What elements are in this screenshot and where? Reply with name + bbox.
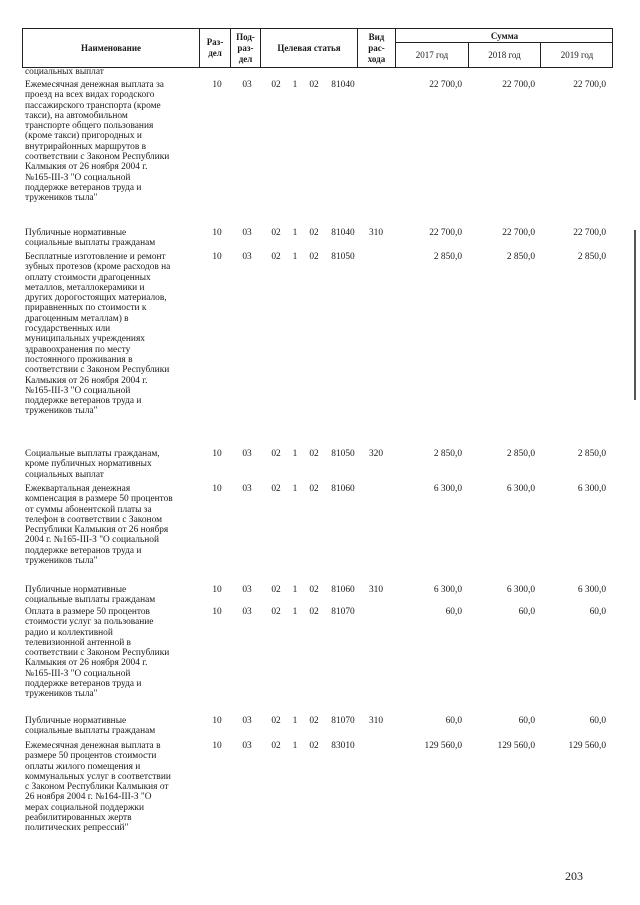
row-name: социальных выплат	[25, 67, 104, 77]
row-vid: 310	[368, 585, 384, 595]
row-sum-2019: 2 850,0	[577, 252, 606, 262]
row-razdel: 10	[212, 80, 222, 90]
row-sum-2018: 2 850,0	[506, 252, 535, 262]
row-razdel: 10	[212, 252, 222, 262]
row-podrazdel: 03	[242, 449, 252, 459]
row-target-part3: 02	[309, 585, 319, 595]
row-vid: 320	[368, 449, 384, 459]
row-target-part2: 1	[292, 607, 298, 617]
table-header	[22, 28, 613, 68]
header-name: Наименование	[23, 29, 200, 67]
row-sum-2017: 129 560,0	[424, 741, 462, 751]
row-target-part4: 81060	[331, 484, 355, 494]
row-target-part1: 02	[271, 80, 281, 90]
row-sum-2018: 6 300,0	[506, 484, 535, 494]
row-sum-2017: 22 700,0	[429, 80, 462, 90]
header-year-2017: 2017 год	[396, 42, 469, 68]
row-sum-2017: 6 300,0	[433, 585, 462, 595]
header-sum: Сумма	[396, 29, 613, 43]
row-podrazdel: 03	[242, 484, 252, 494]
row-target-part3: 02	[309, 228, 319, 238]
row-target-part4: 81070	[331, 716, 355, 726]
row-sum-2017: 6 300,0	[433, 484, 462, 494]
header-year-2019: 2019 год	[560, 50, 594, 60]
row-podrazdel: 03	[242, 80, 252, 90]
row-name: Оплата в размере 50 процентов стоимости услуг за пользование радио и коллективной телевизионной антенной в соответствии с Законом Республики Калмыкия от 26 ноября 2004 г. №165-III-З "О социальной поддержке ветеранов труда и тружеников тыла"	[25, 607, 170, 700]
row-sum-2019: 60,0	[589, 716, 606, 726]
row-podrazdel: 03	[242, 741, 252, 751]
row-name: Ежемесячная денежная выплата за проезд на всех видах городского пассажирского транспорта (кроме такси), на автомобильном транспорте общего пользования (кроме такси) пригородных и внутрирайонных маршрутов в соответствии с Законом Республики Калмыкия от 26 ноября 2004 г. №165-III-З "О социальной поддержке ветеранов труда и тружеников тыла"	[25, 80, 170, 204]
row-target-part4: 81070	[331, 607, 355, 617]
row-sum-2018: 60,0	[518, 716, 535, 726]
row-vid: 310	[368, 228, 384, 238]
row-sum-2019: 6 300,0	[577, 585, 606, 595]
page-number: 203	[565, 869, 583, 883]
header-razdel: Раз- дел	[200, 29, 231, 67]
row-podrazdel: 03	[242, 252, 252, 262]
row-sum-2019: 6 300,0	[577, 484, 606, 494]
row-sum-2017: 2 850,0	[433, 449, 462, 459]
row-target-part1: 02	[271, 449, 281, 459]
row-name: Публичные нормативные социальные выплаты гражданам	[25, 716, 156, 737]
row-vid: 310	[368, 716, 384, 726]
row-target-part3: 02	[309, 484, 319, 494]
row-target-part2: 1	[292, 484, 298, 494]
row-razdel: 10	[212, 607, 222, 617]
row-target-part3: 02	[309, 741, 319, 751]
row-target-part1: 02	[271, 607, 281, 617]
row-target-part3: 02	[309, 252, 319, 262]
row-target-part3: 02	[309, 716, 319, 726]
row-razdel: 10	[212, 228, 222, 238]
row-target-part1: 02	[271, 585, 281, 595]
row-target-part2: 1	[292, 585, 298, 595]
row-sum-2019: 129 560,0	[568, 741, 606, 751]
row-razdel: 10	[212, 585, 222, 595]
row-target-part4: 81060	[331, 585, 355, 595]
header-vid: Вид рас- хода	[358, 29, 396, 67]
row-sum-2017: 60,0	[445, 607, 462, 617]
row-name: Ежеквартальная денежная компенсация в размере 50 процентов от суммы абонентской платы за телефон в соответствии с Законом Республики Калмыкия от 26 ноября 2004 г. №165-III-З "О социальной поддержке ветеранов труда и тружеников тыла"	[25, 484, 173, 567]
row-sum-2018: 129 560,0	[497, 741, 535, 751]
row-target-part2: 1	[292, 716, 298, 726]
row-target-part1: 02	[271, 484, 281, 494]
row-sum-2018: 22 700,0	[502, 80, 535, 90]
row-target-part4: 81050	[331, 449, 355, 459]
row-target-part4: 81050	[331, 252, 355, 262]
row-name: Ежемесячная денежная выплата в размере 50 процентов стоимости оплаты жилого помещения и коммунальных услуг в соответствии с Законом Республики Калмыкия от 26 ноября 2004 г. №164-III-З "О мерах социальной поддержки реабилитированных жертв политических репрессий"	[25, 741, 171, 834]
row-razdel: 10	[212, 741, 222, 751]
row-target-part2: 1	[292, 228, 298, 238]
row-sum-2018: 2 850,0	[506, 449, 535, 459]
row-target-part2: 1	[292, 80, 298, 90]
row-name: Бесплатные изготовление и ремонт зубных протезов (кроме расходов на оплату стоимости драгоценных металлов, металлокерамики и других дорогостоящих материалов, приравненных по стоимости к драгоценным металлам) в государственных или муниципальных учреждениях здравоохранения по месту постоянного проживания в соответствии с Законом Республики Калмыкия от 26 ноября 2004 г. №165-III-З "О социальной поддержке ветеранов труда и тружеников тыла"	[25, 252, 171, 417]
row-sum-2019: 60,0	[589, 607, 606, 617]
row-target-part4: 81040	[331, 228, 355, 238]
row-sum-2019: 2 850,0	[577, 449, 606, 459]
header-year-2018: 2018 год	[469, 42, 541, 68]
row-target-part1: 02	[271, 716, 281, 726]
row-razdel: 10	[212, 484, 222, 494]
row-target-part3: 02	[309, 80, 319, 90]
row-name: Социальные выплаты гражданам, кроме публичных нормативных социальных выплат	[25, 449, 160, 480]
row-target-part2: 1	[292, 252, 298, 262]
row-target-part2: 1	[292, 741, 298, 751]
row-razdel: 10	[212, 716, 222, 726]
row-sum-2017: 60,0	[445, 716, 462, 726]
header-podrazdel: Под- раз- дел	[231, 29, 261, 67]
row-name: Публичные нормативные социальные выплаты гражданам	[25, 585, 156, 606]
row-target-part4: 81040	[331, 80, 355, 90]
row-sum-2019: 22 700,0	[573, 80, 606, 90]
row-sum-2017: 2 850,0	[433, 252, 462, 262]
row-target-part3: 02	[309, 607, 319, 617]
header-target: Целевая статья	[261, 29, 358, 67]
row-podrazdel: 03	[242, 228, 252, 238]
row-sum-2018: 60,0	[518, 607, 535, 617]
row-target-part1: 02	[271, 228, 281, 238]
row-podrazdel: 03	[242, 716, 252, 726]
row-podrazdel: 03	[242, 585, 252, 595]
row-podrazdel: 03	[242, 607, 252, 617]
row-target-part1: 02	[271, 741, 281, 751]
row-name: Публичные нормативные социальные выплаты гражданам	[25, 228, 156, 249]
row-target-part2: 1	[292, 449, 298, 459]
row-sum-2018: 6 300,0	[506, 585, 535, 595]
row-sum-2017: 22 700,0	[429, 228, 462, 238]
scan-edge	[634, 230, 636, 400]
row-target-part1: 02	[271, 252, 281, 262]
row-razdel: 10	[212, 449, 222, 459]
row-target-part3: 02	[309, 449, 319, 459]
row-target-part4: 83010	[331, 741, 355, 751]
row-sum-2018: 22 700,0	[502, 228, 535, 238]
row-sum-2019: 22 700,0	[573, 228, 606, 238]
